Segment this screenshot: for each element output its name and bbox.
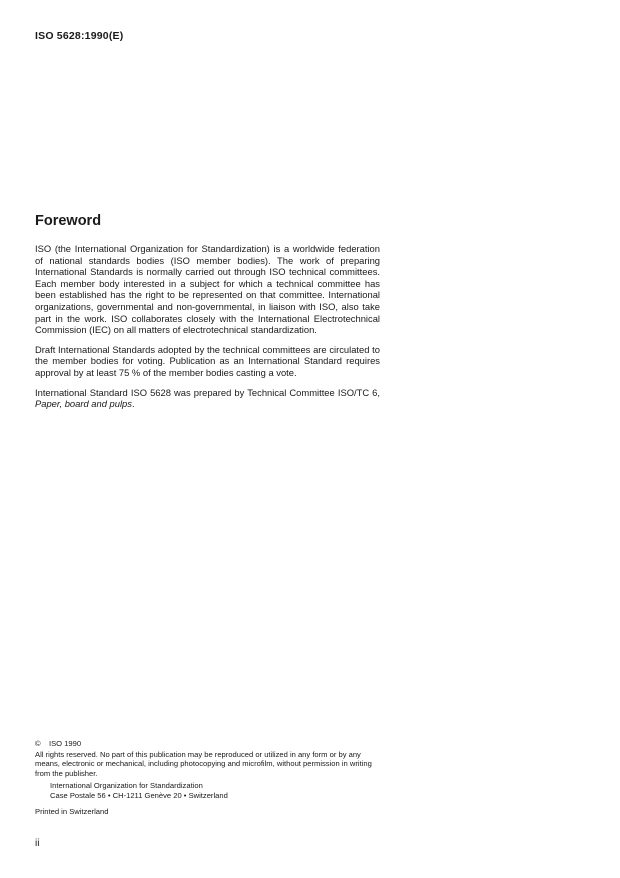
rights-reserved-text: All rights reserved. No part of this publication may be reproduced or utilized in any form or by any means, electronic or mechanical, including photocopying and microfilm, without permission in writing from the publisher. xyxy=(35,749,372,778)
document-code: ISO 5628:1990(E) xyxy=(35,30,124,42)
foreword-paragraph-3 xyxy=(35,387,380,410)
organization-name: International Organization for Standardization xyxy=(50,781,203,791)
foreword-paragraph-2: Draft International Standards adopted by the technical committees are circulated to the member bodies for voting. Publication as an International Standard requires approval by at least 75 % of the member bodies casting a vote. xyxy=(35,343,380,378)
paragraph-3-end: . xyxy=(131,398,135,410)
copyright-block xyxy=(35,739,385,816)
copyright-symbol: © xyxy=(35,739,41,748)
foreword-paragraph-1: ISO (the International Organization for Standardization) is a worldwide federation of national standards bodies (ISO member bodies). The work of preparing International Standards is normally carried out through ISO technical committees. Each member body interested in a subject for which a technical committee has been established has the right to be represented on that committee. International organizations, governmental and non-governmental, in liaison with ISO, also take part in the work. ISO collaborates closely with the International Electrotechnical Commission (IEC) on all matters of electrotechnical standardization. xyxy=(35,243,380,336)
organization-address: Case Postale 56 • CH-1211 Genève 20 • Switzerland xyxy=(50,790,228,800)
printed-in: Printed in Switzerland xyxy=(35,806,109,816)
paragraph-3-text: International Standard ISO 5628 was prepared by Technical Committee ISO/TC 6, xyxy=(35,386,380,398)
foreword-body xyxy=(35,243,380,418)
committee-title: Paper, board and pulps xyxy=(35,398,132,410)
foreword-title: Foreword xyxy=(35,213,102,229)
page-number: ii xyxy=(35,838,40,849)
copyright-year: ISO 1990 xyxy=(49,739,82,748)
copyright-line xyxy=(35,739,385,749)
